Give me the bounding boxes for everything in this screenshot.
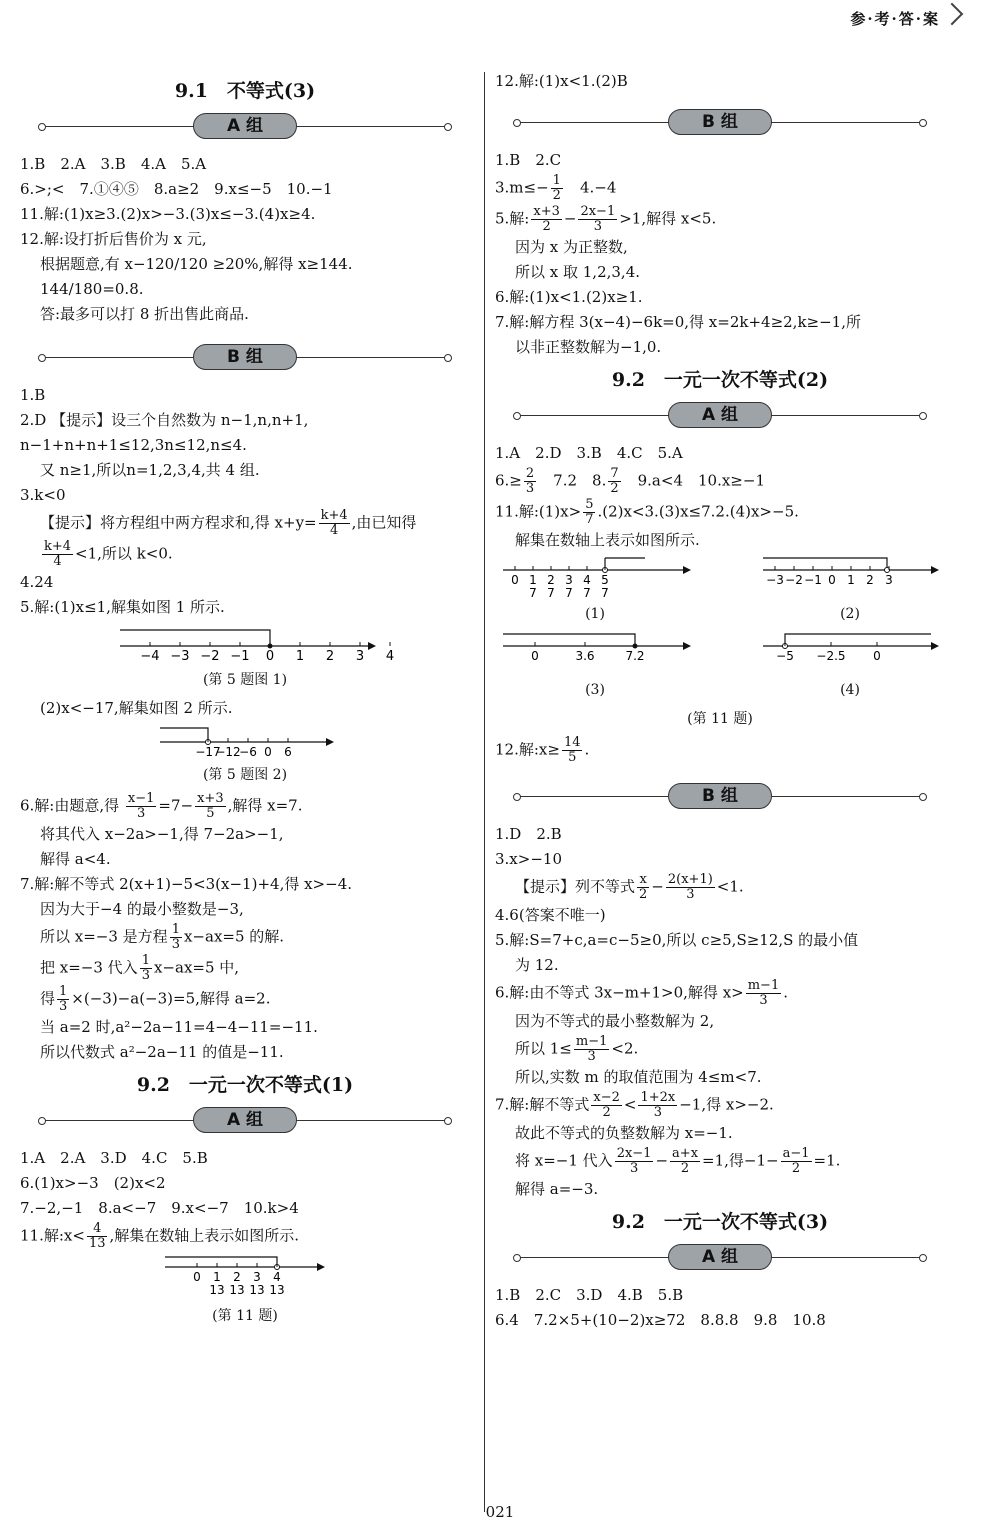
answer-line: 3.k<0 (20, 486, 66, 504)
tick-label: 3 (355, 649, 365, 664)
answer-line: 3.m≤− $\frac{1}{2}$ 4.−4 (495, 173, 617, 203)
tick-label-denominator: 7 (529, 586, 537, 600)
fraction: $\frac{m-1}{3}$ (575, 1034, 608, 1064)
tick-label: −6 (239, 745, 257, 759)
answer-line: n−1+n+n+1≤12,3n≤12,n≤4. (20, 436, 247, 454)
answer-line: 所以 x 取 1,2,3,4. (515, 263, 641, 281)
tick-label-denominator: 13 (209, 1283, 225, 1297)
number-line-figure-11-1 (495, 554, 695, 600)
answer-line: 1.B (20, 386, 46, 404)
fraction: $\frac{7}{2}$ (610, 466, 619, 496)
answer-line: 把 x=−3 代入 $\frac{1}{3}$ x−ax=5 中, (40, 953, 240, 983)
answer-line: 6.解:由题意,得 $\frac{x-1}{3}$ =7− $\frac{x+3}{5}$ ,解得 x=7. (20, 791, 303, 821)
fraction: $\frac{2x-1}{3}$ (616, 1146, 652, 1176)
header-title: 参·考·答·案 (850, 10, 940, 28)
answer-line: 12.解:设打折后售价为 x 元, (20, 230, 207, 248)
tick-label: 4 (385, 649, 395, 664)
group-bar-a (20, 1107, 470, 1133)
answer-line: 得 $\frac{1}{3}$ ×(−3)−a(−3)=5,解得 a=2. (40, 984, 271, 1014)
tick-label: 3 (885, 573, 893, 587)
tick-label: 0 (265, 649, 275, 664)
fraction: $\frac{2}{3}$ (525, 466, 535, 496)
tick-label-denominator: 13 (229, 1283, 245, 1297)
answer-line: 以非正整数解为−1,0. (515, 338, 662, 356)
number-line-cell (495, 630, 695, 706)
answer-line: (2)x<−17,解集如图 2 所示. (40, 699, 233, 717)
answer-line: 1.D 2.B (495, 825, 562, 843)
answer-line: 1.B 2.A 3.B 4.A 5.A (20, 155, 207, 173)
answer-line: 6.≥ $\frac{2}{3}$ 7.2 8. $\frac{7}{2}$ 9.a<4 10.x≥−1 (495, 466, 765, 496)
answer-line: 3.x>−10 (495, 850, 562, 868)
tick-label: −3 (170, 649, 190, 664)
answer-line: 当 a=2 时,a²−2a−11=4−4−11=−11. (40, 1018, 318, 1036)
tick-label: −17 (195, 745, 221, 759)
answer-line: 所以 x=−3 是方程 $\frac{1}{3}$ x−ax=5 的解. (40, 922, 285, 952)
figure-caption: (第 5 题图 2) (202, 767, 288, 783)
tick-label: −12 (215, 745, 241, 759)
answer-line: 所以 1≤ $\frac{m-1}{3}$ <2. (515, 1034, 639, 1064)
answer-line: 5.解:S=7+c,a=c−5≥0,所以 c≥5,S≥12,S 的最小值 (495, 931, 859, 949)
answer-line: 故此不等式的负整数解为 x=−1. (515, 1124, 733, 1142)
fraction: $\frac{1}{3}$ (59, 984, 68, 1014)
tick-label: 4 (273, 1270, 281, 1284)
section-title-9-2-3: 9.2 一元一次不等式(3) (611, 1211, 829, 1233)
tick-label: 0 (531, 649, 539, 663)
answer-line: 1.B 2.C 3.D 4.B 5.B (495, 1286, 684, 1304)
section-title-9-2-2: 9.2 一元一次不等式(2) (611, 369, 829, 391)
tick-label-denominator: 7 (583, 586, 591, 600)
figure-caption: (第 11 题) (687, 711, 753, 727)
number-line-figure-11 (155, 1253, 335, 1303)
tick-label-denominator: 7 (601, 586, 609, 600)
number-line-figure-11-3 (495, 630, 695, 676)
tick-label: 0 (264, 745, 272, 759)
answer-line: 11.解:x< $\frac{4}{13}$ ,解集在数轴上表示如图所示. (20, 1221, 300, 1251)
group-label: A 组 (193, 1107, 297, 1133)
group-bar-a (495, 1244, 945, 1270)
fraction: $\frac{x-2}{2}$ (593, 1090, 620, 1120)
tick-label: 2 (866, 573, 874, 587)
answer-line: 【提示】列不等式 $\frac{x}{2}$ − $\frac{2(x+1)}{3}$ <1. (515, 872, 744, 902)
tick-label: 5 (601, 573, 609, 587)
tick-label: 7.2 (625, 649, 645, 663)
tick-label: 0 (193, 1270, 201, 1284)
left-column (20, 70, 470, 1333)
answer-line: 因为大于−4 的最小整数是−3, (40, 900, 244, 918)
figure-caption: (3) (585, 682, 605, 698)
group-bar-a (20, 113, 470, 139)
fraction: $\frac{k+4}{4}$ (44, 539, 72, 569)
tick-label: 1 (529, 573, 537, 587)
tick-label: 1 (847, 573, 855, 587)
answer-line: 将 x=−1 代入 $\frac{2x-1}{3}$ − $\frac{a+x}{2}$ =1,得−1− $\frac{a-1}{2}$ =1. (515, 1146, 841, 1176)
tick-label: 1 (213, 1270, 221, 1284)
tick-label: 2 (233, 1270, 241, 1284)
tick-label: −1 (804, 573, 822, 587)
tick-label-denominator: 7 (565, 586, 573, 600)
section-title-9-2-1: 9.2 一元一次不等式(1) (136, 1074, 354, 1096)
answer-line: 6.解:由不等式 3x−m+1>0,解得 x> $\frac{m-1}{3}$ . (495, 978, 788, 1008)
answer-line: 11.解:(1)x≥3.(2)x>−3.(3)x≤−3.(4)x≥4. (20, 205, 316, 223)
tick-label: −1 (230, 649, 250, 664)
tick-label-denominator: 13 (249, 1283, 265, 1297)
answer-line: 4.6(答案不唯一) (495, 906, 606, 924)
tick-label: −2.5 (816, 649, 846, 663)
group-bar-b (495, 109, 945, 135)
tick-label: 1 (295, 649, 305, 664)
right-column (495, 70, 945, 1334)
tick-label: 0 (828, 573, 836, 587)
answer-line: 7.解:解不等式 $\frac{x-2}{2}$ < $\frac{1+2x}{3}$ −1,得 x>−2. (495, 1090, 774, 1120)
group-label: B 组 (668, 783, 772, 809)
fraction: $\frac{x}{2}$ (639, 872, 648, 902)
answer-line: 所以,实数 m 的取值范围为 4≤m<7. (515, 1068, 762, 1086)
group-bar-b (20, 344, 470, 370)
tick-label-denominator: 13 (269, 1283, 285, 1297)
page-number: 021 (485, 1503, 515, 1521)
figure-caption: (第 11 题) (212, 1308, 278, 1324)
figure-caption: (4) (840, 682, 860, 698)
tick-label: −2 (785, 573, 803, 587)
answer-line: 12.解:x≥ $\frac{14}{5}$ . (495, 735, 590, 765)
answer-line: 7.解:解不等式 2(x+1)−5<3(x−1)+4,得 x>−4. (20, 875, 353, 893)
answer-line: 根据题意,有 x−120/120 ≥20%,解得 x≥144. (40, 255, 353, 273)
tick-label: 2 (547, 573, 555, 587)
fraction: $\frac{1}{3}$ (141, 953, 150, 983)
number-line-cell (755, 630, 945, 706)
fraction: $\frac{5}{7}$ (585, 497, 594, 527)
fraction: $\frac{2(x+1)}{3}$ (667, 872, 713, 902)
fraction: $\frac{m-1}{3}$ (747, 978, 780, 1008)
number-line-grid (495, 554, 945, 630)
figure-caption: (1) (585, 606, 605, 622)
tick-label: 0 (511, 573, 519, 587)
fraction: $\frac{1}{3}$ (171, 922, 180, 952)
answer-line: 1.A 2.D 3.B 4.C 5.A (495, 444, 683, 462)
fraction: $\frac{1}{2}$ (552, 173, 561, 203)
tick-label: 0 (873, 649, 881, 663)
answer-line: 7.解:解方程 3(x−4)−6k=0,得 x=2k+4≥2,k≥−1,所 (495, 313, 861, 331)
answer-line: 因为不等式的最小整数解为 2, (515, 1012, 715, 1030)
number-line-grid (495, 630, 945, 706)
tick-label: 2 (325, 649, 335, 664)
group-bar-b (495, 783, 945, 809)
group-label: B 组 (193, 344, 297, 370)
tick-label: 3 (253, 1270, 261, 1284)
group-bar-a (495, 402, 945, 428)
answer-line: 6.解:(1)x<1.(2)x≥1. (495, 288, 643, 306)
number-line-figure-2 (150, 722, 340, 762)
answer-line: 5.解: $\frac{x+3}{2}$ − $\frac{2x-1}{3}$ >1,解得 x<5. (495, 204, 717, 234)
answer-line: 11.解:(1)x> $\frac{5}{7}$ .(2)x<3.(3)x≤7.2.(4)x>−5. (495, 497, 799, 527)
tick-label: −4 (140, 649, 160, 664)
answer-line: 1.A 2.A 3.D 4.C 5.B (20, 1149, 208, 1167)
fraction: $\frac{14}{5}$ (563, 735, 581, 765)
figure-caption: (2) (840, 606, 860, 622)
fraction: $\frac{x+3}{5}$ (197, 791, 224, 821)
answer-line: 所以代数式 a²−2a−11 的值是−11. (40, 1043, 284, 1061)
answer-line: 将其代入 x−2a>−1,得 7−2a>−1, (40, 825, 284, 843)
fraction: $\frac{a+x}{2}$ (672, 1146, 699, 1176)
number-line-figure-11-4 (755, 630, 945, 676)
answer-line: $\frac{k+4}{4}$ <1,所以 k<0. (44, 539, 173, 569)
tick-label: 6 (284, 745, 292, 759)
fraction: $\frac{k+4}{4}$ (320, 508, 348, 538)
fraction: $\frac{2x-1}{3}$ (580, 204, 616, 234)
answer-line: 12.解:(1)x<1.(2)B (495, 72, 628, 90)
tick-label: −2 (200, 649, 220, 664)
fraction: $\frac{x+3}{2}$ (533, 204, 560, 234)
fraction: $\frac{x-1}{3}$ (127, 791, 155, 821)
answer-line: 6.>;< 7.①④⑤ 8.a≥2 9.x≤−5 10.−1 (20, 180, 333, 198)
answer-line: 解得 a=−3. (515, 1180, 599, 1198)
answer-line: 【提示】将方程组中两方程求和,得 x+y= $\frac{k+4}{4}$ ,由已知得 (40, 508, 417, 538)
group-label: B 组 (668, 109, 772, 135)
section-title-9-1-3: 9.1 不等式(3) (174, 80, 316, 102)
fraction: $\frac{1+2x}{3}$ (640, 1090, 676, 1120)
answer-line: 5.解:(1)x≤1,解集如图 1 所示. (20, 598, 225, 616)
answer-line: 解集在数轴上表示如图所示. (515, 531, 700, 549)
answer-line: 答:最多可以打 8 折出售此商品. (40, 305, 249, 323)
answer-line: 6.(1)x>−3 (2)x<2 (20, 1174, 166, 1192)
answer-line: 2.D 【提示】设三个自然数为 n−1,n,n+1, (20, 411, 309, 429)
column-divider (484, 72, 485, 1512)
answer-line: 7.−2,−1 8.a<−7 9.x<−7 10.k>4 (20, 1199, 299, 1217)
fraction: $\frac{a-1}{2}$ (782, 1146, 810, 1176)
answer-line: 144/180=0.8. (40, 280, 144, 298)
chevron-right-icon (941, 3, 964, 26)
answer-line: 又 n≥1,所以n=1,2,3,4,共 4 组. (40, 461, 260, 479)
group-label: A 组 (668, 1244, 772, 1270)
number-line-cell (755, 554, 945, 630)
answer-line: 6.4 7.2×5+(10−2)x≥72 8.8.8 9.8 10.8 (495, 1311, 826, 1329)
tick-label: 3 (565, 573, 573, 587)
answer-line: 1.B 2.C (495, 151, 562, 169)
figure-caption: (第 5 题图 1) (202, 672, 288, 688)
answer-line: 4.24 (20, 573, 54, 591)
tick-label: −3 (766, 573, 784, 587)
number-line-figure-1 (110, 621, 395, 667)
number-line-figure-11-2 (755, 554, 945, 600)
fraction: $\frac{4}{13}$ (88, 1221, 106, 1251)
number-line-cell (495, 554, 695, 630)
tick-label-denominator: 7 (547, 586, 555, 600)
answer-line: 为 12. (515, 956, 559, 974)
answer-line: 因为 x 为正整数, (515, 238, 628, 256)
tick-label: 3.6 (575, 649, 595, 663)
group-label: A 组 (193, 113, 297, 139)
tick-label: 4 (583, 573, 591, 587)
group-label: A 组 (668, 402, 772, 428)
tick-label: −5 (776, 649, 794, 663)
answer-line: 解得 a<4. (40, 850, 111, 868)
